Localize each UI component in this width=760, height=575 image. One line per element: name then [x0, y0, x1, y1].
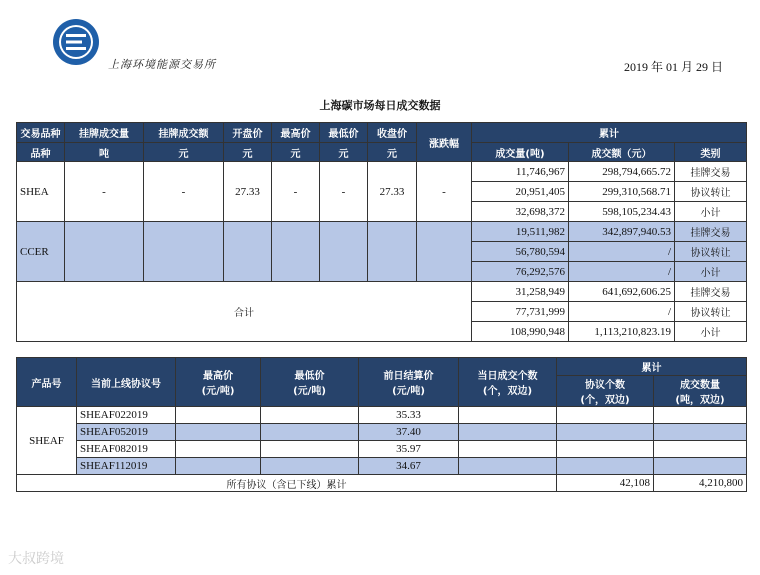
- cum-header-category: 类别: [675, 143, 747, 162]
- empty-cell: [320, 222, 368, 282]
- col-header-listed-volume: 挂牌成交量: [65, 123, 144, 143]
- cum-category: 挂牌交易: [675, 282, 747, 302]
- all-agreements-total-label: 所有协议（含已下线）累计: [17, 475, 557, 492]
- cum-header-amount: 成交额（元）: [569, 143, 675, 162]
- col-header-cumulative: 累计: [472, 123, 747, 143]
- cum-category: 挂牌交易: [675, 222, 747, 242]
- logo-text: 上海环境能源交易所: [108, 58, 216, 71]
- cum-volume: 31,258,949: [472, 282, 569, 302]
- cum-amount: 598,105,234.43: [569, 202, 675, 222]
- listed-volume: -: [65, 162, 144, 222]
- table-row: [17, 441, 747, 458]
- cum-volume: 77,731,999: [472, 302, 569, 322]
- cum-category: 小计: [675, 202, 747, 222]
- empty-cell: [176, 458, 261, 475]
- col-header-low: 最低价 (元/吨): [261, 358, 359, 407]
- cum-category: 小计: [675, 322, 747, 342]
- cum-volume: 20,951,405: [472, 182, 569, 202]
- report-date: 2019 年 01 月 29 日: [623, 60, 723, 74]
- table-row: [17, 222, 747, 242]
- col-header-listed-amount: 挂牌成交额: [144, 123, 224, 143]
- cum-amount: 641,692,606.25: [569, 282, 675, 302]
- col-header-product-2: 品种: [17, 143, 65, 162]
- exchange-logo-icon: [52, 18, 100, 66]
- open-price: 27.33: [224, 162, 272, 222]
- col-header-cumulative: 累计: [557, 358, 747, 376]
- col-header-open: 开盘价: [224, 123, 272, 143]
- table-row: [17, 162, 747, 182]
- empty-cell: [261, 407, 359, 424]
- cum-volume: 32,698,372: [472, 202, 569, 222]
- cum-amount: 1,113,210,823.19: [569, 322, 675, 342]
- settle-price: 34.67: [359, 458, 459, 475]
- cum-volume: 76,292,576: [472, 262, 569, 282]
- settle-price: 35.97: [359, 441, 459, 458]
- cum-amount: /: [569, 242, 675, 262]
- empty-cell: [272, 222, 320, 282]
- cum-volume: 11,746,967: [472, 162, 569, 182]
- settle-price: 35.33: [359, 407, 459, 424]
- low-price: -: [320, 162, 368, 222]
- table-row: [17, 282, 747, 302]
- cum-category: 小计: [675, 262, 747, 282]
- empty-cell: [557, 424, 654, 441]
- unit-yuan: 元: [224, 143, 272, 162]
- empty-cell: [224, 222, 272, 282]
- empty-cell: [176, 441, 261, 458]
- empty-cell: [654, 441, 747, 458]
- cum-category: 协议转让: [675, 242, 747, 262]
- cum-amount: 299,310,568.71: [569, 182, 675, 202]
- table-row: [17, 424, 747, 441]
- col-header-high: 最高价 (元/吨): [176, 358, 261, 407]
- col-header-agreement: 当前上线协议号: [77, 358, 176, 407]
- col-header-low: 最低价: [320, 123, 368, 143]
- col-header-change: 涨跌幅: [417, 123, 472, 162]
- total-volume: 4,210,800: [654, 475, 747, 492]
- agreement-id: SHEAF052019: [77, 424, 176, 441]
- product-sheaf: SHEAF: [17, 407, 77, 475]
- cum-category: 协议转让: [675, 182, 747, 202]
- cum-volume: 108,990,948: [472, 322, 569, 342]
- empty-cell: [459, 441, 557, 458]
- empty-cell: [65, 222, 144, 282]
- agreement-id: SHEAF112019: [77, 458, 176, 475]
- agreement-id: SHEAF022019: [77, 407, 176, 424]
- empty-cell: [176, 407, 261, 424]
- empty-cell: [459, 424, 557, 441]
- empty-cell: [459, 458, 557, 475]
- cum-amount: /: [569, 302, 675, 322]
- listed-amount: -: [144, 162, 224, 222]
- table-row: [17, 458, 747, 475]
- empty-cell: [459, 407, 557, 424]
- empty-cell: [654, 424, 747, 441]
- page-title: 上海碳市场每日成交数据: [319, 99, 441, 112]
- empty-cell: [557, 441, 654, 458]
- cum-header-volume: 成交量(吨): [472, 143, 569, 162]
- col-header-settle: 前日结算价 (元/吨): [359, 358, 459, 407]
- high-price: -: [272, 162, 320, 222]
- settle-price: 37.40: [359, 424, 459, 441]
- empty-cell: [654, 458, 747, 475]
- col-header-product-no: 产品号: [17, 358, 77, 407]
- col-header-high: 最高价: [272, 123, 320, 143]
- col-header-product: 交易品种: [17, 123, 65, 143]
- col-header-cum-count: 协议个数 (个，双边): [557, 376, 654, 407]
- daily-trading-table: [16, 122, 747, 342]
- cum-amount: /: [569, 262, 675, 282]
- col-header-close: 收盘价: [368, 123, 417, 143]
- futures-agreement-table: [16, 357, 747, 492]
- empty-cell: [261, 424, 359, 441]
- total-label: 合计: [17, 282, 472, 342]
- cum-volume: 19,511,982: [472, 222, 569, 242]
- cum-category: 协议转让: [675, 302, 747, 322]
- unit-yuan: 元: [368, 143, 417, 162]
- empty-cell: [654, 407, 747, 424]
- table-row: [17, 475, 747, 492]
- empty-cell: [144, 222, 224, 282]
- empty-cell: [261, 458, 359, 475]
- empty-cell: [368, 222, 417, 282]
- col-header-count: 当日成交个数 (个，双边): [459, 358, 557, 407]
- table-row: [17, 407, 747, 424]
- col-header-cum-volume: 成交数量 (吨，双边): [654, 376, 747, 407]
- close-price: 27.33: [368, 162, 417, 222]
- empty-cell: [417, 222, 472, 282]
- agreement-id: SHEAF082019: [77, 441, 176, 458]
- empty-cell: [261, 441, 359, 458]
- unit-yuan: 元: [272, 143, 320, 162]
- empty-cell: [557, 458, 654, 475]
- product-ccer: CCER: [17, 222, 65, 282]
- change-pct: -: [417, 162, 472, 222]
- cum-category: 挂牌交易: [675, 162, 747, 182]
- unit-yuan: 元: [144, 143, 224, 162]
- cum-amount: 342,897,940.53: [569, 222, 675, 242]
- product-shea: SHEA: [17, 162, 65, 222]
- watermark-text: 大叔跨境: [8, 551, 64, 567]
- empty-cell: [557, 407, 654, 424]
- empty-cell: [176, 424, 261, 441]
- total-agreement-count: 42,108: [557, 475, 654, 492]
- cum-amount: 298,794,665.72: [569, 162, 675, 182]
- unit-ton: 吨: [65, 143, 144, 162]
- unit-yuan: 元: [320, 143, 368, 162]
- cum-volume: 56,780,594: [472, 242, 569, 262]
